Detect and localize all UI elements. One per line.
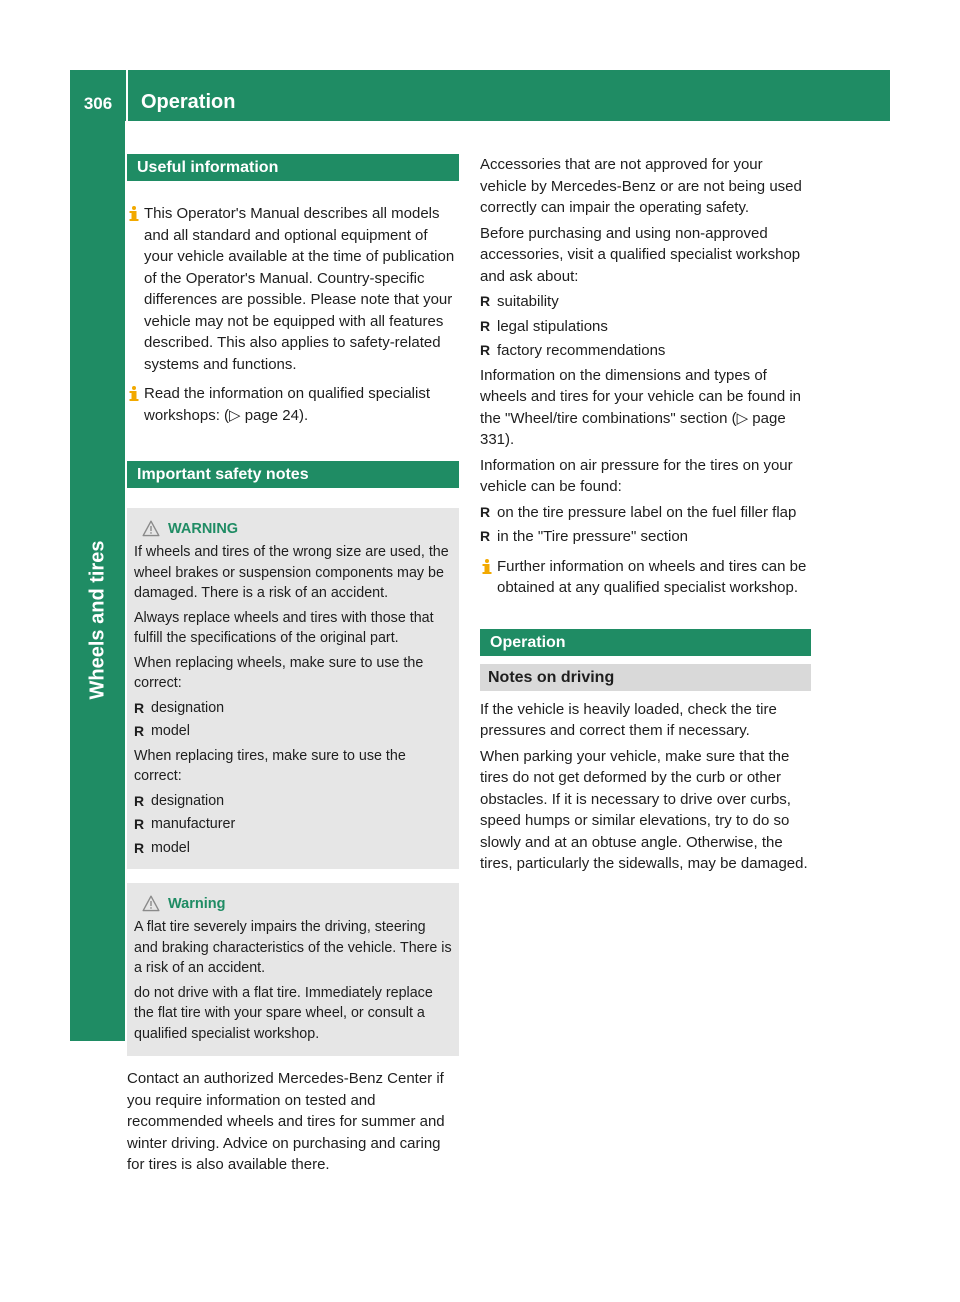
info-note bbox=[127, 203, 459, 375]
paragraph: Information on the dimensions and types of wheels and tires for your vehicle can be found in the "Wheel/tire combinations" section (▷ page 331). bbox=[480, 366, 802, 448]
warning-box bbox=[127, 508, 459, 869]
warning-text: Always replace wheels and tires with those that fulfill the specifications of the original part. bbox=[134, 609, 434, 646]
page-number: 306 bbox=[83, 94, 113, 113]
list-item: R on the tire pressure label on the fuel filler flap bbox=[480, 502, 811, 524]
contact-paragraph: Contact an authorized Mercedes-Benz Center if you require information on tested and recommended wheels and tires for summer and winter driving. Advice on purchasing and caring for tires is also available there. bbox=[127, 1070, 445, 1173]
list-item: R model bbox=[134, 721, 452, 742]
side-tab-label: Wheels and tires bbox=[86, 540, 109, 700]
warning-text: do not drive with a flat tire. Immediately replace the flat tire with your spare wheel, or consult a qualified specialist workshop. bbox=[134, 984, 433, 1042]
warning-text: A flat tire severely impairs the driving, steering and braking characteristics of the vehicle. There is a risk of an accident. bbox=[134, 919, 452, 976]
warning-triangle-icon bbox=[142, 520, 160, 537]
info-icon bbox=[480, 559, 494, 574]
warning-triangle-icon bbox=[142, 895, 160, 912]
list-item: R in the "Tire pressure" section bbox=[480, 526, 811, 548]
info-text: This Operator's Manual describes all models and all standard and optional equipment of your vehicle available at the time of publication of the Operator's Manual. Country-specific differences are possible. Please note that your vehicle may not be equipped with all features described. This also applies to safety-related systems and functions. bbox=[144, 205, 455, 373]
paragraph: If the vehicle is heavily loaded, check the tire pressures and correct them if necessary. bbox=[480, 700, 777, 739]
warning-box bbox=[127, 883, 459, 1056]
list-item: R suitability bbox=[480, 291, 811, 313]
list-item: R factory recommendations bbox=[480, 340, 811, 362]
important-safety-notes-heading: Important safety notes bbox=[127, 461, 459, 488]
warning-text: When replacing tires, make sure to use the correct: bbox=[134, 747, 406, 784]
list-item: R designation bbox=[134, 698, 452, 719]
list-item: R legal stipulations bbox=[480, 316, 811, 338]
warning-text: If wheels and tires of the wrong size are used, the wheel brakes or suspension components may be damaged. There is a risk of an accident. bbox=[134, 544, 449, 601]
useful-information-heading: Useful information bbox=[127, 154, 459, 181]
paragraph: Accessories that are not approved for your vehicle by Mercedes-Benz or are not being used correctly can impair the operating safety. bbox=[480, 156, 802, 216]
info-text: Read the information on qualified specialist workshops: (▷ page 24). bbox=[144, 385, 431, 424]
paragraph: When parking your vehicle, make sure that the tires do not get deformed by the curb or other obstacles. If it is necessary to drive over curbs, speed humps or similar elevations, try to do so slowly and at an obtuse angle. Otherwise, the tires, particularly the sidewalls, may be damaged. bbox=[480, 747, 808, 872]
paragraph: Information on air pressure for the tires on your vehicle can be found: bbox=[480, 456, 793, 495]
info-note bbox=[127, 383, 459, 426]
info-note bbox=[480, 556, 811, 599]
page-title: Operation bbox=[141, 91, 236, 113]
warning-title: Warning bbox=[168, 896, 226, 912]
right-column bbox=[480, 154, 811, 879]
warning-heading bbox=[134, 518, 452, 540]
warning-text: When replacing wheels, make sure to use the correct: bbox=[134, 654, 424, 691]
left-column bbox=[127, 154, 459, 1180]
header-divider bbox=[126, 70, 128, 121]
warning-title: WARNING bbox=[168, 521, 239, 537]
notes-on-driving-heading: Notes on driving bbox=[480, 664, 811, 691]
info-icon bbox=[127, 206, 141, 221]
warning-heading bbox=[134, 893, 452, 915]
list-item: R designation bbox=[134, 791, 452, 812]
info-icon bbox=[127, 386, 141, 401]
operation-heading: Operation bbox=[480, 629, 811, 656]
list-item: R model bbox=[134, 838, 452, 859]
info-text: Further information on wheels and tires can be obtained at any qualified specialist workshop. bbox=[497, 557, 807, 596]
paragraph: Before purchasing and using non-approved accessories, visit a qualified specialist workshop and ask about: bbox=[480, 224, 801, 285]
list-item: R manufacturer bbox=[134, 814, 452, 835]
